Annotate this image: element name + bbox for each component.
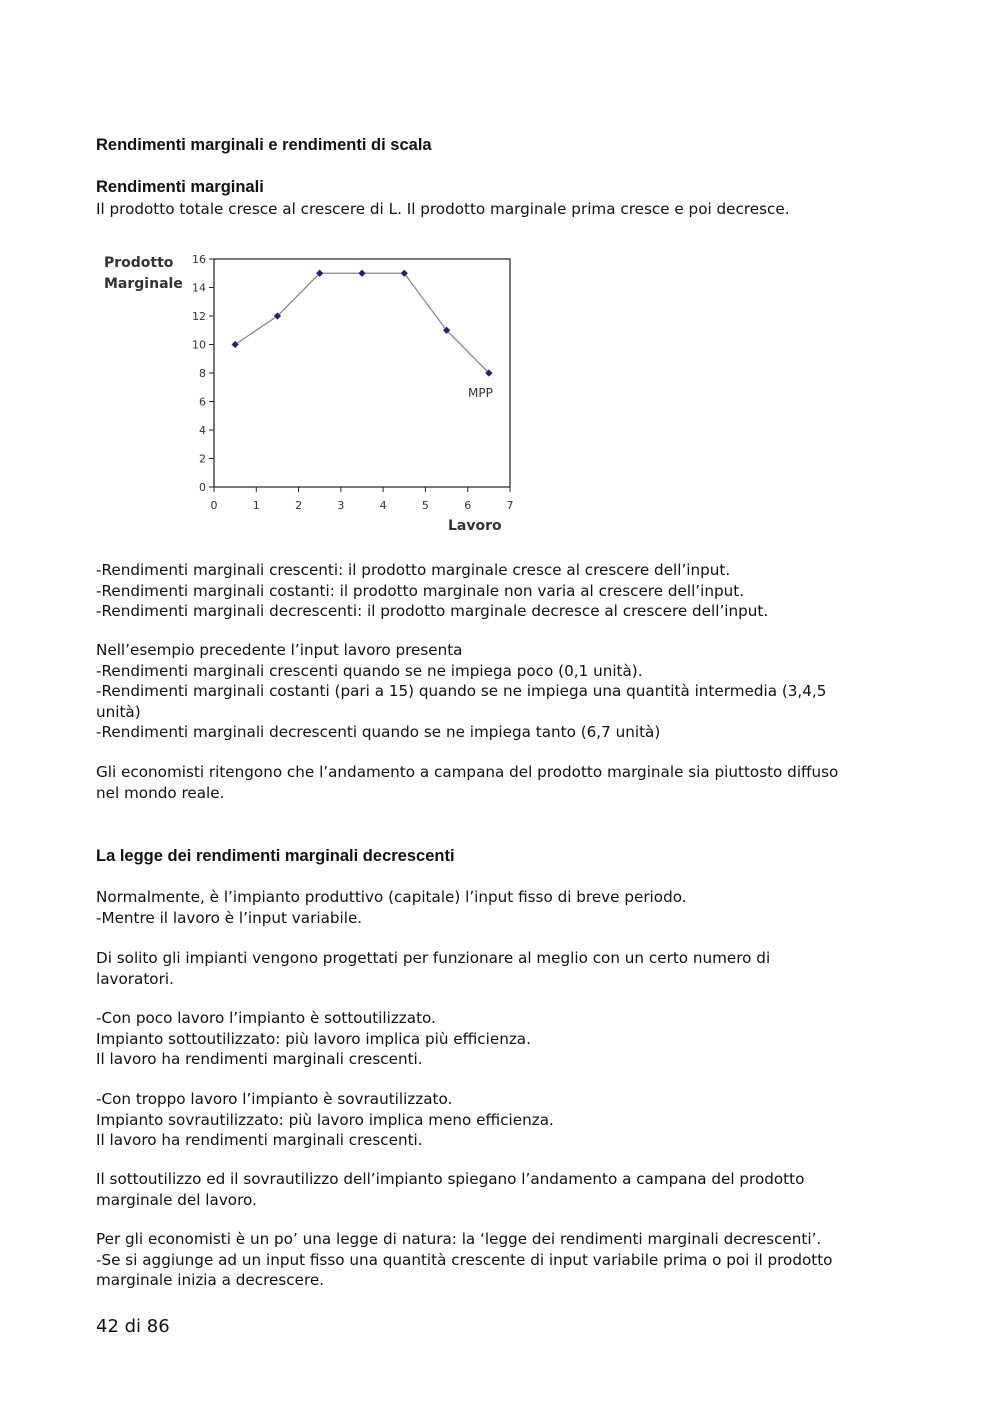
text-line: Per gli economisti è un po’ una legge di natura: la ‘legge dei rendimenti marginali decrescenti’.: [96, 1230, 822, 1248]
text-line: marginale inizia a decrescere.: [96, 1271, 325, 1289]
law-paragraph-6: [96, 1229, 906, 1291]
text-line: Di solito gli impianti vengono progettati per funzionare al meglio con un certo numero di: [96, 949, 771, 967]
text-line: Impianto sottoutilizzato: più lavoro implica più efficienza.: [96, 1029, 531, 1048]
x-tick-label: 1: [252, 499, 260, 512]
x-tick-label: 3: [337, 499, 345, 512]
page-title: Rendimenti marginali e rendimenti di scala: [96, 136, 432, 154]
text-line: -Con poco lavoro l’impianto è sottoutilizzato.: [96, 1009, 436, 1027]
text-line: -Rendimenti marginali crescenti: il prodotto marginale cresce al crescere dell’input.: [96, 561, 731, 579]
text-line: -Mentre il lavoro è l’input variabile.: [96, 908, 363, 927]
text-line: Il lavoro ha rendimenti marginali crescenti.: [96, 1050, 423, 1068]
y-tick-label: 14: [192, 281, 206, 295]
text-line: -Rendimenti marginali crescenti quando se ne impiega poco (0,1 unità).: [96, 661, 643, 680]
text-line: -Rendimenti marginali decrescenti: il prodotto marginale decresce al crescere dell’input.: [96, 602, 769, 620]
y-tick-label: 0: [199, 481, 206, 494]
series-label: MPP: [468, 386, 493, 400]
x-axis-label: Lavoro: [448, 518, 502, 534]
text-line: -Rendimenti marginali costanti (pari a 15) quando se ne impiega una quantità intermedia (3,4,5: [96, 682, 827, 700]
y-tick-label: 6: [199, 395, 206, 409]
text-line: Gli economisti ritengono che l’andamento a campana del prodotto marginale sia piuttosto diffuso: [96, 763, 839, 781]
x-tick-label: 4: [379, 499, 387, 512]
y-tick-label: 4: [199, 424, 206, 437]
campana-paragraph: [96, 762, 906, 803]
law-paragraph-1: [96, 887, 906, 928]
x-tick-label: 0: [210, 499, 218, 512]
x-tick-label: 6: [464, 499, 472, 512]
text-line: -Con troppo lavoro l’impianto è sovrautilizzato.: [96, 1090, 453, 1108]
example-paragraph: [96, 640, 906, 743]
x-tick-label: 5: [421, 499, 429, 512]
x-tick-label: 7: [506, 499, 514, 512]
text-line: Normalmente, è l’impianto produttivo (capitale) l’input fisso di breve periodo.: [96, 888, 687, 906]
data-point-marker: [358, 270, 365, 277]
text-line: lavoratori.: [96, 969, 174, 988]
data-point-marker: [232, 341, 239, 348]
text-line: Impianto sovrautilizzato: più lavoro implica meno efficienza.: [96, 1110, 554, 1129]
text-line: Il sottoutilizzo ed il sovrautilizzo dell’impianto spiegano l’andamento a campana del prodotto: [96, 1170, 805, 1188]
y-tick-label: 8: [199, 367, 206, 380]
section-heading-legge: La legge dei rendimenti marginali decrescenti: [96, 847, 455, 865]
page-number: 42 di 86: [96, 1316, 170, 1337]
y-tick-label: 16: [192, 253, 206, 266]
intro-paragraph: [96, 199, 906, 220]
chart-svg: [98, 246, 538, 536]
series-mpp: [232, 270, 493, 377]
y-tick-label: 12: [192, 310, 206, 323]
definitions-paragraph: [96, 560, 906, 622]
y-axis-label-line1: Prodotto: [104, 255, 174, 271]
text-line: -Rendimenti marginali decrescenti quando se ne impiega tanto (6,7 unità): [96, 723, 661, 741]
plot-area-frame: [214, 259, 510, 487]
y-axis-label-line2: Marginale: [104, 276, 183, 292]
text-line: Nell’esempio precedente l’input lavoro presenta: [96, 641, 463, 659]
text-line: unità): [96, 702, 141, 721]
y-tick-label: 2: [199, 452, 206, 466]
x-axis-ticks: [211, 487, 514, 512]
text-line: nel mondo reale.: [96, 783, 225, 802]
text-line: Il lavoro ha rendimenti marginali crescenti.: [96, 1131, 423, 1149]
law-paragraph-5: [96, 1169, 906, 1210]
text-line: marginale del lavoro.: [96, 1190, 257, 1209]
y-axis-title: [104, 255, 183, 292]
law-paragraph-2: [96, 948, 906, 989]
law-paragraph-3: [96, 1008, 906, 1070]
text-line: -Se si aggiunge ad un input fisso una quantità crescente di input variabile prima o poi il prodotto: [96, 1250, 833, 1269]
x-tick-label: 2: [295, 499, 303, 512]
law-paragraph-4: [96, 1089, 906, 1151]
text-line: Il prodotto totale cresce al crescere di L. Il prodotto marginale prima cresce e poi decresce.: [96, 200, 790, 218]
marginal-product-chart: [98, 246, 538, 536]
y-axis-ticks: [192, 253, 214, 494]
series-line: [235, 273, 489, 373]
section-heading-rendimenti-marginali: Rendimenti marginali: [96, 178, 264, 196]
y-tick-label: 10: [192, 338, 206, 352]
text-line: -Rendimenti marginali costanti: il prodotto marginale non varia al crescere dell’input.: [96, 581, 745, 600]
